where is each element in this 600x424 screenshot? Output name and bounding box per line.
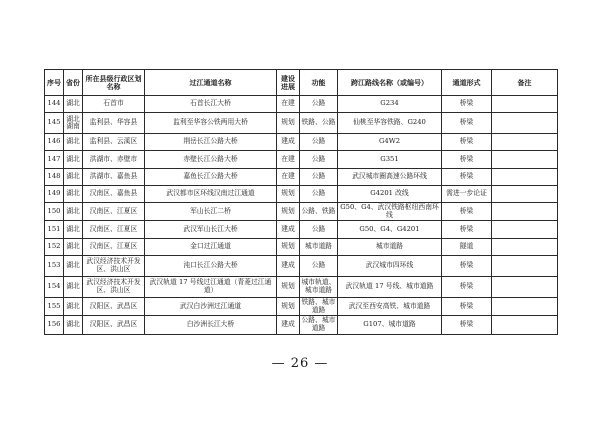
cell-function: 城市轨道、城市道路 (300, 276, 338, 297)
cell-status: 规划 (277, 276, 300, 297)
cell-county: 汉阳区、武昌区 (83, 316, 145, 335)
header-form: 通道形式 (442, 70, 492, 96)
table-row (45, 113, 558, 134)
cell-note (492, 316, 558, 335)
table-row (45, 221, 558, 238)
cell-status: 在建 (277, 96, 300, 113)
cell-function: 公路、铁路 (300, 202, 338, 221)
cell-county: 武汉经济技术开发区、洪山区 (83, 255, 145, 276)
cell-function: 公路 (300, 151, 338, 168)
page-number: — 26 — (271, 356, 329, 371)
table-row (45, 185, 558, 202)
header-seq: 序号 (45, 70, 64, 96)
cell-province: 湖北 (64, 151, 83, 168)
cell-note (492, 255, 558, 276)
cell-route: 武汉至西安高铁、城市道路 (338, 297, 442, 316)
cell-county: 汉南区、嘉鱼县 (83, 185, 145, 202)
cell-form: 桥梁 (442, 151, 492, 168)
table-row (45, 276, 558, 297)
cell-status: 规划 (277, 297, 300, 316)
cell-route: 城市道路 (338, 238, 442, 255)
cell-route: G4W2 (338, 134, 442, 151)
cell-seq: 155 (45, 297, 64, 316)
cell-note (492, 185, 558, 202)
cell-form: 需进一步论证 (442, 185, 492, 202)
header-row (45, 70, 558, 96)
table-row (45, 134, 558, 151)
cell-form: 隧道 (442, 238, 492, 255)
cell-form: 桥梁 (442, 276, 492, 297)
cell-name: 荆岳长江公路大桥 (145, 134, 277, 151)
cell-province: 湖北 (64, 96, 83, 113)
cell-route: G351 (338, 151, 442, 168)
cell-route: 武汉城市圈高速公路环线 (338, 168, 442, 185)
cell-status: 建成 (277, 134, 300, 151)
cell-name: 嘉鱼长江公路大桥 (145, 168, 277, 185)
cell-seq: 153 (45, 255, 64, 276)
cell-seq: 152 (45, 238, 64, 255)
cell-function: 公路 (300, 168, 338, 185)
cell-seq: 147 (45, 151, 64, 168)
cell-name: 赤壁长江公路大桥 (145, 151, 277, 168)
cell-county: 汉阳区、武昌区 (83, 297, 145, 316)
cell-form: 桥梁 (442, 316, 492, 335)
cell-note (492, 96, 558, 113)
cell-route: G107、城市道路 (338, 316, 442, 335)
cell-seq: 146 (45, 134, 64, 151)
river-crossing-table (44, 69, 558, 335)
cell-function: 城市道路 (300, 238, 338, 255)
cell-seq: 145 (45, 113, 64, 134)
cell-function: 公路 (300, 185, 338, 202)
table-row (45, 151, 558, 168)
cell-province: 湖北 (64, 297, 83, 316)
header-province: 省份 (64, 70, 83, 96)
cell-province: 湖北 (64, 276, 83, 297)
cell-province: 湖北 (64, 255, 83, 276)
cell-province: 湖北 (64, 221, 83, 238)
cell-name: 金口过江通道 (145, 238, 277, 255)
cell-name: 武汉军山长江大桥 (145, 221, 277, 238)
header-note: 备注 (492, 70, 558, 96)
cell-county: 汉南区、江夏区 (83, 238, 145, 255)
table-row (45, 202, 558, 221)
cell-function: 公路 (300, 221, 338, 238)
cell-province: 湖北 (64, 134, 83, 151)
cell-status: 建成 (277, 255, 300, 276)
header-function: 功能 (300, 70, 338, 96)
cell-county: 洪湖市、嘉鱼县 (83, 168, 145, 185)
cell-form: 桥梁 (442, 134, 492, 151)
cell-status: 规划 (277, 185, 300, 202)
cell-seq: 149 (45, 185, 64, 202)
cell-note (492, 113, 558, 134)
cell-name: 武汉都市区环线汉南过江通道 (145, 185, 277, 202)
cell-route: G50、G4、G4201 (338, 221, 442, 238)
cell-route: 武汉城市四环线 (338, 255, 442, 276)
cell-seq: 154 (45, 276, 64, 297)
cell-county: 汉南区、江夏区 (83, 202, 145, 221)
cell-function: 铁路、城市道路 (300, 297, 338, 316)
cell-county: 石首市 (83, 96, 145, 113)
cell-county: 汉南区、江夏区 (83, 221, 145, 238)
cell-province: 湖北 (64, 168, 83, 185)
table-row (45, 297, 558, 316)
header-status: 建设进展 (277, 70, 300, 96)
cell-route: G50、G4、武汉铁路枢纽西南环线 (338, 202, 442, 221)
cell-seq: 150 (45, 202, 64, 221)
header-name: 过江通道名称 (145, 70, 277, 96)
cell-note (492, 297, 558, 316)
cell-route: 仙桃至华容铁路、G240 (338, 113, 442, 134)
cell-name: 监利至华容公铁两用大桥 (145, 113, 277, 134)
cell-note (492, 151, 558, 168)
cell-status: 建成 (277, 316, 300, 335)
cell-form: 桥梁 (442, 113, 492, 134)
cell-status: 规划 (277, 238, 300, 255)
table-row (45, 255, 558, 276)
header-route: 跨江路线名称（或编号） (338, 70, 442, 96)
cell-form: 桥梁 (442, 96, 492, 113)
cell-county: 洪湖市、赤壁市 (83, 151, 145, 168)
cell-function: 公路、城市道路 (300, 316, 338, 335)
cell-province: 湖北 (64, 238, 83, 255)
cell-note (492, 221, 558, 238)
cell-province: 湖北 湖南 (64, 113, 83, 134)
table-row (45, 238, 558, 255)
cell-note (492, 238, 558, 255)
cell-seq: 144 (45, 96, 64, 113)
cell-route: G4201 改线 (338, 185, 442, 202)
table-row (45, 316, 558, 335)
cell-status: 规划 (277, 113, 300, 134)
cell-form: 桥梁 (442, 202, 492, 221)
cell-function: 公路 (300, 134, 338, 151)
header-county: 所在县级行政区划名称 (83, 70, 145, 96)
cell-county: 监利县、华容县 (83, 113, 145, 134)
cell-county: 武汉经济技术开发区、洪山区 (83, 276, 145, 297)
cell-form: 桥梁 (442, 255, 492, 276)
cell-county: 监利县、云溪区 (83, 134, 145, 151)
cell-seq: 148 (45, 168, 64, 185)
cell-province: 湖北 (64, 316, 83, 335)
cell-name: 武汉轨道 17 号线过江通道（青菱过江通道） (145, 276, 277, 297)
cell-status: 建成 (277, 221, 300, 238)
table-row (45, 168, 558, 185)
cell-note (492, 168, 558, 185)
cell-name: 白沙洲长江大桥 (145, 316, 277, 335)
cell-function: 公路 (300, 96, 338, 113)
cell-seq: 156 (45, 316, 64, 335)
table-row (45, 96, 558, 113)
cell-route: 武汉轨道 17 号线、城市道路 (338, 276, 442, 297)
cell-name: 武汉白沙洲过江通道 (145, 297, 277, 316)
cell-form: 桥梁 (442, 168, 492, 185)
cell-seq: 151 (45, 221, 64, 238)
cell-province: 湖北 (64, 202, 83, 221)
cell-form: 桥梁 (442, 297, 492, 316)
cell-name: 军山长江二桥 (145, 202, 277, 221)
cell-status: 在建 (277, 151, 300, 168)
cell-function: 公路 (300, 255, 338, 276)
cell-province: 湖北 (64, 185, 83, 202)
cell-function: 铁路、公路 (300, 113, 338, 134)
cell-route: G234 (338, 96, 442, 113)
cell-name: 石首长江大桥 (145, 96, 277, 113)
cell-note (492, 202, 558, 221)
cell-form: 桥梁 (442, 221, 492, 238)
cell-status: 在建 (277, 168, 300, 185)
cell-note (492, 276, 558, 297)
cell-name: 沌口长江公路大桥 (145, 255, 277, 276)
cell-note (492, 134, 558, 151)
cell-status: 规划 (277, 202, 300, 221)
